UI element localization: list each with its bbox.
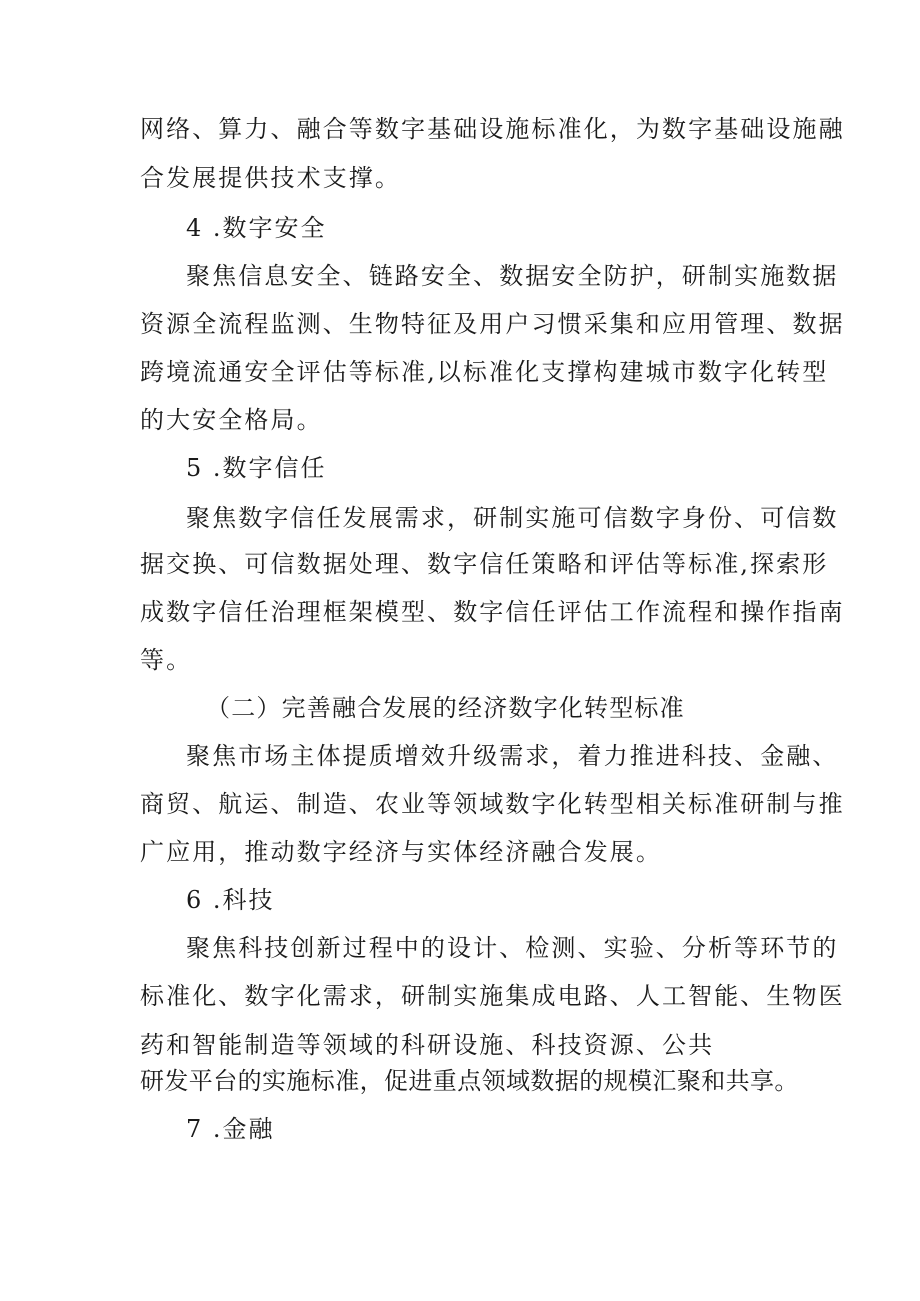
section-4-line-4: 的大安全格局。 — [140, 406, 323, 434]
part-2-line-1: 聚焦市场主体提质增效升级需求，着力推进科技、金融、 — [186, 742, 839, 770]
section-4-line-1: 聚焦信息安全、链路安全、数据安全防护，研制实施数据 — [186, 262, 839, 290]
section-5-line-2: 据交换、可信数据处理、数字信任策略和评估等标准,探索形 — [140, 550, 829, 578]
part-2-heading: （二）完善融合发展的经济数字化转型标准 — [206, 694, 685, 722]
section-6-heading: 6 .科技 — [186, 886, 275, 914]
section-4-line-2: 资源全流程监测、生物特征及用户习惯采集和应用管理、数据 — [140, 310, 845, 338]
part-2-line-3: 广应用，推动数字经济与实体经济融合发展。 — [140, 838, 662, 866]
part-2-line-2: 商贸、航运、制造、农业等领域数字化转型相关标准研制与推 — [140, 790, 845, 818]
section-5-heading: 5 .数字信任 — [186, 454, 327, 482]
section-4-heading: 4 .数字安全 — [186, 214, 327, 242]
section-6-line-1: 聚焦科技创新过程中的设计、检测、实验、分析等环节的 — [186, 934, 839, 962]
section-7-heading: 7 .金融 — [186, 1115, 275, 1143]
intro-line-1: 网络、算力、融合等数字基础设施标准化，为数字基础设施融 — [140, 115, 845, 143]
section-5-line-4: 等。 — [140, 646, 193, 674]
intro-line-2: 合发展提供技术支撑。 — [140, 164, 401, 192]
section-6-line-2: 标准化、数字化需求，研制实施集成电路、人工智能、生物医 — [140, 982, 845, 1010]
section-5-line-3: 成数字信任治理框架模型、数字信任评估工作流程和操作指南 — [140, 598, 845, 626]
section-4-line-3: 跨境流通安全评估等标准,以标准化支撑构建城市数字化转型 — [140, 358, 829, 386]
section-5-line-1: 聚焦数字信任发展需求，研制实施可信数字身份、可信数 — [186, 504, 839, 532]
section-6-line-4: 研发平台的实施标准，促进重点领域数据的规模汇聚和共享。 — [140, 1067, 799, 1095]
section-6-line-3: 药和智能制造等领域的科研设施、科技资源、公共 — [140, 1031, 715, 1059]
